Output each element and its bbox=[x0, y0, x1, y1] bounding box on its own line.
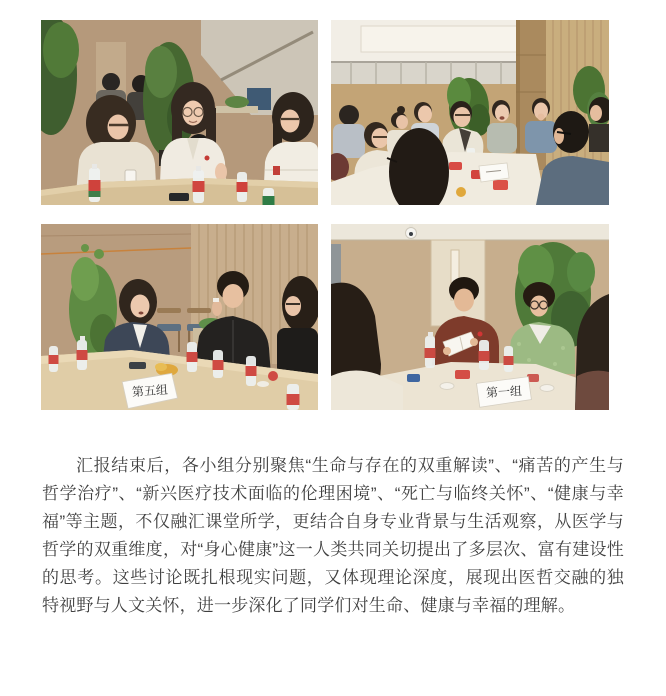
photo-grid bbox=[41, 20, 609, 410]
phone-on-table bbox=[129, 362, 146, 369]
photo-students-table-1 bbox=[41, 20, 318, 205]
photo-3-scene bbox=[41, 224, 318, 410]
article-paragraph: 汇报结束后，各小组分别聚焦“生命与存在的双重解读”、“痛苦的产生与哲学治疗”、“新兴医疗技术面临的伦理困境”、“死亡与临终关怀”、“健康与幸福”等主题，不仅融汇课堂所学，更结合自身专业背景与生活观察，从医学与哲学的双重维度，对“身心健康”这一人类共同关切提出了多层次、富有建设性的思考。这些讨论既扎根现实问题，又体现理论深度，展现出医哲交融的独特视野与人文关怀，进一步深化了同学们对生命、健康与幸福的理解。 bbox=[42, 456, 624, 615]
group5-label: 第五组 bbox=[131, 382, 169, 400]
phone-on-table bbox=[169, 193, 189, 201]
group1-label: 第一组 bbox=[485, 384, 523, 400]
photo-4-scene bbox=[331, 224, 609, 410]
photo-2-scene bbox=[331, 20, 609, 205]
glass-balustrade bbox=[331, 62, 516, 84]
photo-group-discussion-2 bbox=[331, 20, 609, 205]
ceiling bbox=[331, 224, 609, 240]
photo-group-one-4 bbox=[331, 224, 609, 410]
photo-group-five-3 bbox=[41, 224, 318, 410]
photo-1-scene bbox=[41, 20, 318, 205]
